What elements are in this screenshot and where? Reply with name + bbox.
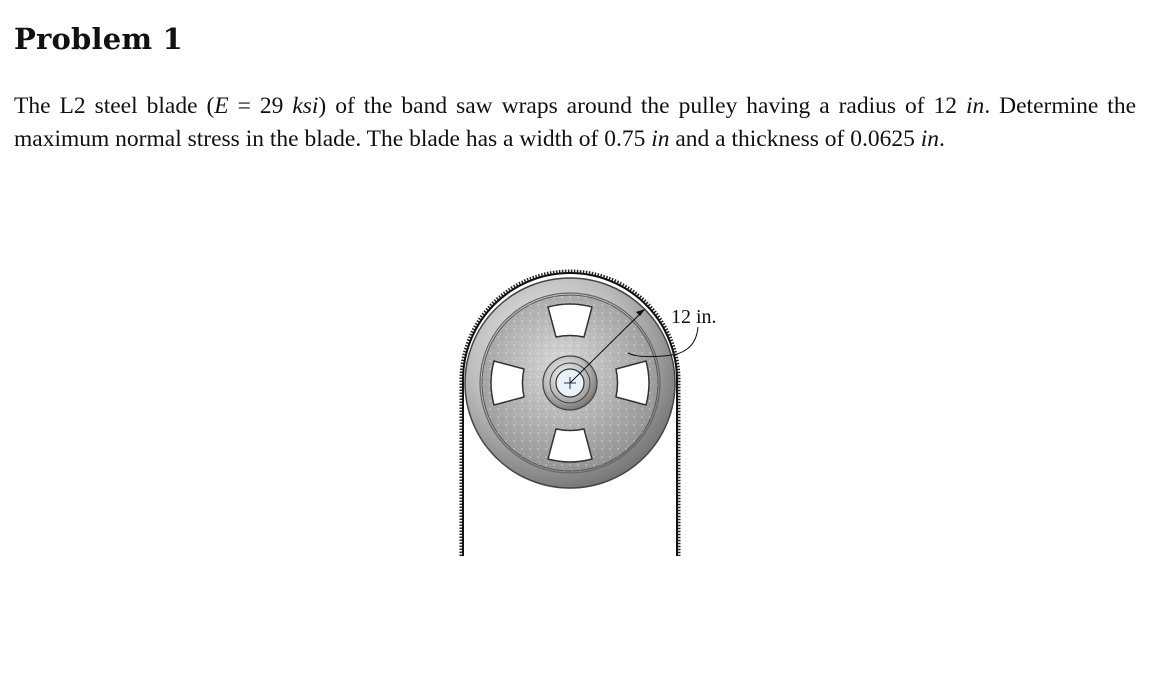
problem-title: Problem 1 [14, 22, 183, 56]
modulus-unit: ksi [292, 93, 319, 119]
pulley-diagram [440, 255, 760, 575]
thickness-unit: in [920, 126, 940, 152]
width-unit: in [651, 126, 670, 152]
modulus-value: 29 [259, 93, 293, 119]
radius-label: 12 in. [671, 306, 717, 328]
modulus-symbol: E [214, 93, 229, 119]
statement-text-3: . Determine the maximum normal stress in the blade. The blade has a width of 0.75 [14, 93, 1137, 152]
problem-statement [14, 90, 1136, 156]
statement-text-2: ) of the band saw wraps around the pulley having a radius of 12 [318, 93, 967, 119]
equals-sign: = [228, 93, 260, 119]
statement-text-1: The L2 steel blade ( [14, 93, 215, 119]
statement-text-5: . [939, 126, 945, 152]
statement-text-4: and a thickness of 0.0625 [669, 126, 921, 152]
radius-unit: in [966, 93, 985, 119]
band-saw-pulley-figure [440, 255, 760, 575]
